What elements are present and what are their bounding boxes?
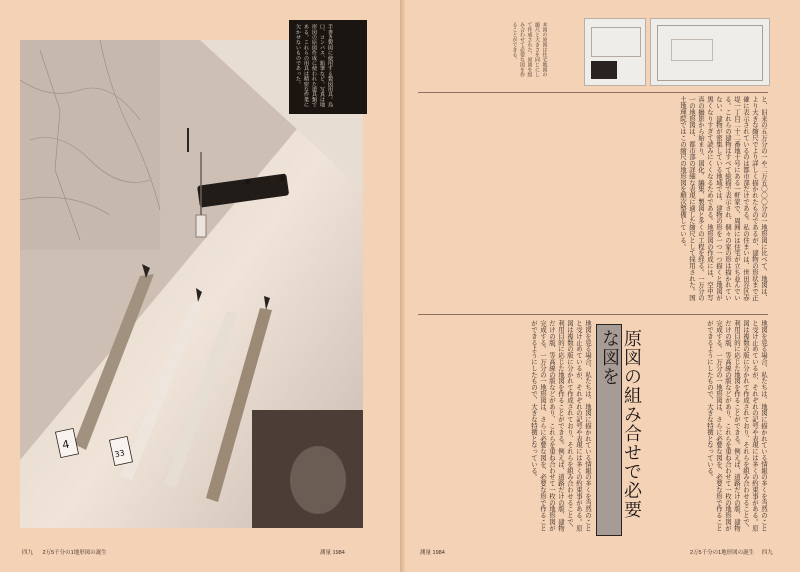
map-thumbnail-2 xyxy=(650,18,770,86)
body-lower-text: 地図を見る場合、私たちは、地図に描かれている情報の多くを当然のことと受け止めているが、それぞれの記号や表現には多くの約束事がある。原図は複数の版に分かれて作成されており、それらを組み合わせることで、利用目的に応じた地図を作ることができる。例えば、道路だけの版、建物だけの版、等高線の版などがあり、これらを重ね合わせて一枚の地形図が完成する。一万分の一地形図は、さらに必要な図を、必要な形で作ることができるようにしたもので、大きな特徴となっている。 xyxy=(706,320,768,532)
right-issue-year: 1984 xyxy=(432,550,445,556)
body-lower-left-column xyxy=(420,320,592,536)
left-folio-title: 2万5千分の1地形図の誕生 xyxy=(42,550,107,556)
right-folio-issue xyxy=(420,548,445,556)
photo-caption-box xyxy=(289,20,367,114)
left-issue-label: 測量 xyxy=(320,550,332,556)
section-heading-box xyxy=(596,324,642,536)
top-caption: 本図の原図は住宅地図の縮尺と大きさを同じにして作成された。原図を組み合わせて必要な図を作ることができる。 xyxy=(511,22,548,77)
body-upper-text: と、旧来の五万分の一や二万五〇〇〇分の一地形図に比べて、地図は、より大きな縮尺でより詳しく描かれたものであるが、建物の形状まで正確に表示されているのは都市部だけである。私の住まいは、世田谷区赤堤一丁目二十二番地十号にある一軒家で、周囲には住宅が立ち並んでいる。これらの建物はすべて総描で表示され、個々の家の形は描かれていない。建物が密集している地域では、建物の形を一つ一つ描くと地図が黒くなりすぎて読みにくくなるためである。地形図の作成には、空中写真の撮影から始まり、図化、編集、製図と多くの工程を経る。一万分の一の地形図は、都市部の詳細な表現に適した縮尺として採用された。国土地理院ではこの縮尺の地形図を順次整備している。 xyxy=(679,96,768,301)
left-folio-number: 四九 xyxy=(22,550,34,556)
upper-rule xyxy=(418,92,768,93)
section-heading: 原図の組み合せで必要な図を xyxy=(599,329,642,519)
label-right: 33 xyxy=(113,448,126,460)
body-lower-text-continued: 地図を見る場合、私たちは、地図に描かれている情報の多くを当然のことと受け止めているが、それぞれの記号や表現には多くの約束事がある。原図は複数の版に分かれて作成されており、それらを組み合わせることで、利用目的に応じた地図を作ることができる。例えば、道路だけの版、建物だけの版、等高線の版などがあり、これらを重ね合わせて一枚の地形図が完成する。一万分の一地形図は、さらに必要な図を、必要な形で作ることができるようにしたもので、大きな特徴となっている。 xyxy=(530,320,592,532)
left-folio-issue xyxy=(320,548,345,556)
left-folio xyxy=(22,548,107,556)
right-issue-label: 測量 xyxy=(420,550,432,556)
photo-caption: 手書き製図に使用する製図用具。烏口、コンパス、鉛筆など。写真は地形図の原図作成に使われた道具類である。これらの用具は精密な作業に欠かせないものであった。 xyxy=(295,24,333,108)
right-folio-title: 2万5千分の1地形図の誕生 xyxy=(690,550,755,556)
left-issue-year: 1984 xyxy=(332,550,345,556)
right-folio xyxy=(690,548,773,556)
map-thumbnail-1 xyxy=(584,18,646,86)
book-gutter xyxy=(400,0,406,572)
body-lower-right-column xyxy=(626,320,768,536)
body-upper-column xyxy=(420,96,768,306)
middle-rule xyxy=(418,314,768,315)
label-left: 4 xyxy=(61,437,71,452)
right-folio-number: 四九 xyxy=(761,550,773,556)
